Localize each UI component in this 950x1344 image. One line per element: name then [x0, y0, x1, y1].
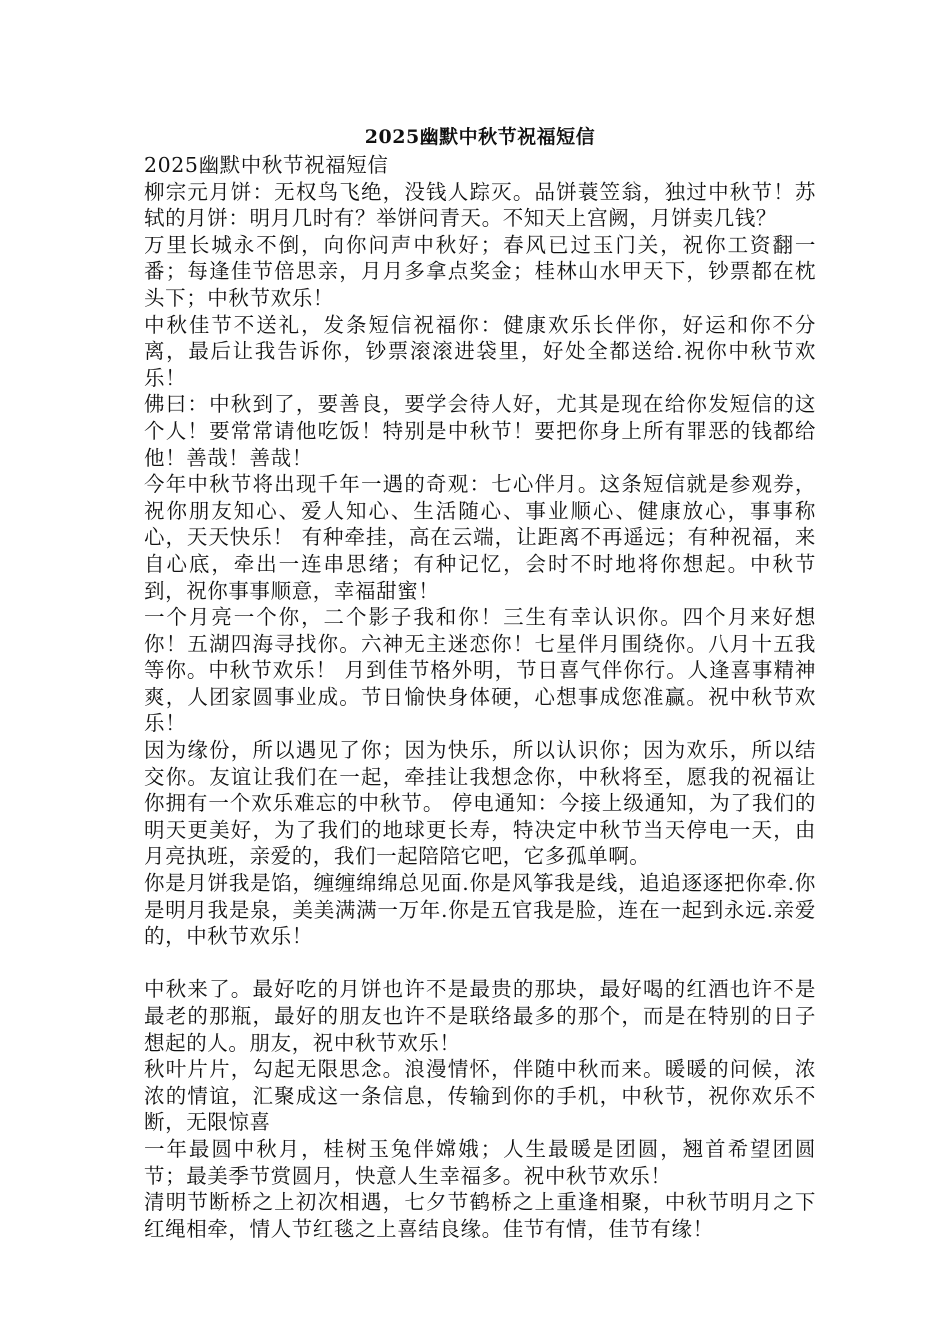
paragraph-11: 一年最圆中秋月，桂树玉兔伴嫦娥；人生最暖是团圆，翘首希望团圆节；最美季节赏圆月，快意人生幸福多。祝中秋节欢乐！	[144, 1136, 816, 1188]
document-title: 2025幽默中秋节祝福短信	[364, 126, 596, 148]
paragraph-10: 秋叶片片，勾起无限思念。浪漫情怀，伴随中秋而来。暖暖的问候，浓浓的情谊，汇聚成这一条信息，传输到你的手机，中秋节，祝你欢乐不断，无限惊喜	[144, 1057, 816, 1135]
paragraph-2: 万里长城永不倒，向你问声中秋好；春风已过玉门关，祝你工资翻一番；每逢佳节倍思亲，月月多拿点奖金；桂林山水甲天下，钞票都在枕头下；中秋节欢乐！	[144, 232, 816, 310]
paragraph-4: 佛曰：中秋到了，要善良，要学会待人好，尤其是现在给你发短信的这个人！要常常请他吃饭！特别是中秋节！要把你身上所有罪恶的钱都给他！善哉！善哉！	[144, 392, 816, 470]
paragraph-1: 柳宗元月饼：无权鸟飞绝，没钱人踪灭。品饼蓑笠翁，独过中秋节！苏轼的月饼：明月几时有？举饼问青天。不知天上宫阙，月饼卖几钱？	[144, 179, 816, 231]
paragraph-6: 一个月亮一个你，二个影子我和你！三生有幸认识你。四个月来好想你！五湖四海寻找你。六神无主迷恋你！七星伴月围绕你。八月十五我等你。中秋节欢乐！ 月到佳节格外明，节日喜气伴你行。人逢喜事精神爽，人团家圆事业成。节日愉快身体硬，心想事成您准赢。祝中秋节欢乐！	[144, 605, 816, 736]
document-page	[144, 122, 816, 1242]
paragraph-3: 中秋佳节不送礼，发条短信祝福你：健康欢乐长伴你，好运和你不分离，最后让我告诉你，钞票滚滚进袋里，好处全都送给.祝你中秋节欢乐！	[144, 312, 816, 390]
paragraph-8: 你是月饼我是馅，缠缠绵绵总见面.你是风筝我是线，追追逐逐把你牵.你是明月我是泉，美美满满一万年.你是五官我是脸，连在一起到永远.亲爱的，中秋节欢乐！	[144, 871, 816, 949]
paragraph-7: 因为缘份，所以遇见了你；因为快乐，所以认识你；因为欢乐，所以结交你。友谊让我们在一起，牵挂让我想念你，中秋将至，愿我的祝福让你拥有一个欢乐难忘的中秋节。 停电通知：今接上级通知，为了我们的明天更美好，为了我们的地球更长寿，特决定中秋节当天停电一天，由月亮执班，亲爱的，我们一起陪陪它吧，它多孤单啊。	[144, 738, 816, 869]
paragraph-subtitle: 2025幽默中秋节祝福短信	[144, 153, 389, 177]
paragraph-9: 中秋来了。最好吃的月饼也许不是最贵的那块，最好喝的红酒也许不是最老的那瓶，最好的朋友也许不是联络最多的那个，而是在特别的日子想起的人。朋友，祝中秋节欢乐！	[144, 977, 816, 1055]
paragraph-5: 今年中秋节将出现千年一遇的奇观：七心伴月。这条短信就是参观券，祝你朋友知心、爱人知心、生活随心、事业顺心、健康放心，事事称心，天天快乐！ 有种牵挂，高在云端，让距离不再遥远；有种祝福，来自心底，牵出一连串思绪；有种记忆，会时不时地将你想起。中秋节到，祝你事事顺意，幸福甜蜜！	[144, 472, 816, 603]
paragraph-12: 清明节断桥之上初次相遇，七夕节鹤桥之上重逢相聚，中秋节明月之下红绳相牵，情人节红毯之上喜结良缘。佳节有情，佳节有缘！	[144, 1190, 816, 1241]
